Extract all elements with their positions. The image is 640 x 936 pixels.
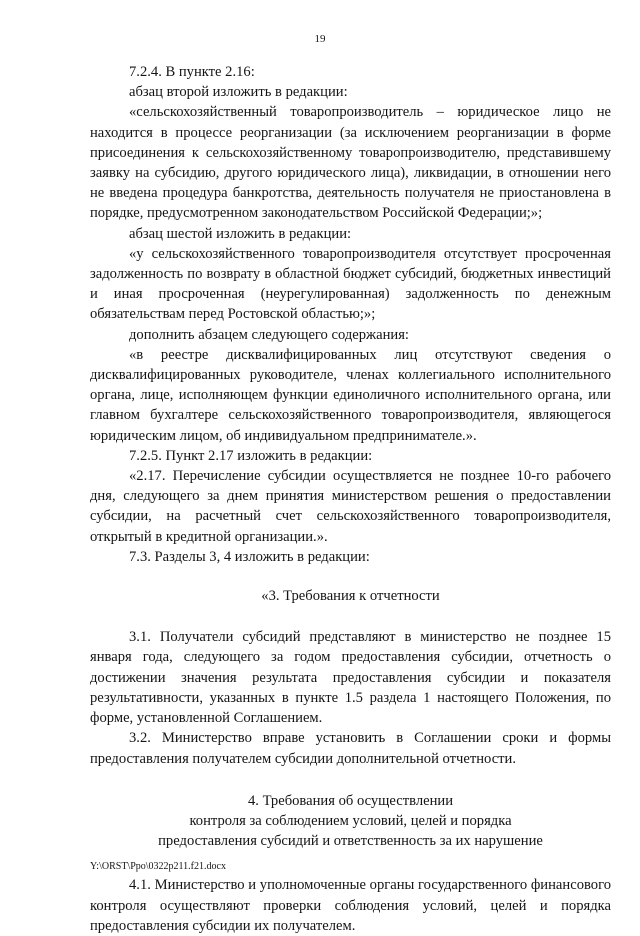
section-4-heading-line-2: контроля за соблюдением условий, целей и порядка bbox=[189, 812, 512, 829]
paragraph: абзац второй изложить в редакции: bbox=[129, 84, 348, 101]
document-body bbox=[90, 62, 611, 936]
footer-file-path: Y:\ORST\Ppo\0322p211.f21.docx bbox=[90, 861, 226, 872]
paragraph: 3.1. Получатели субсидий представляют в министерство не позднее 15 января года, следующего за годом предоставления субсидии, отчетность о достижении значения результата предоставления субсидии и показателя результативности, указанных в пункте 1.5 раздела 1 настоящего Положения, по форме, установленной Соглашением. bbox=[90, 629, 611, 727]
section-4-heading-line-1: 4. Требования об осуществлении bbox=[247, 792, 454, 809]
page-number: 19 bbox=[314, 33, 326, 45]
paragraph: «у сельскохозяйственного товаропроизводителя отсутствует просроченная задолженность по возврату в областной бюджет субсидий, бюджетных инвестиций и иная просроченная (неурегулированная) задолженность по денежным обязательствам перед Ростовской областью;»; bbox=[90, 245, 611, 323]
paragraph: 7.2.4. В пункте 2.16: bbox=[129, 64, 255, 80]
section-3-heading: «3. Требования к отчетности bbox=[261, 588, 440, 605]
paragraph: 4.1. Министерство и уполномоченные органы государственного финансового контроля осуществляют проверки соблюдения условий, целей и порядка предоставления субсидии их получателем. bbox=[90, 877, 611, 934]
paragraph: дополнить абзацем следующего содержания: bbox=[129, 326, 409, 343]
paragraph: «2.17. Перечисление субсидии осуществляется не позднее 10-го рабочего дня, следующего за днем принятия министерством решения о предоставлении субсидии, на расчетный счет сельскохозяйственного товаропроизводителя, открытый в кредитной организации.». bbox=[90, 468, 611, 545]
paragraph: 7.2.5. Пункт 2.17 изложить в редакции: bbox=[129, 447, 373, 464]
paragraph: «сельскохозяйственный товаропроизводитель – юридическое лицо не находится в процессе реорганизации (за исключением реорганизации в форме присоединения к сельскохозяйственному товаропроизводителю, представившему заявку на субсидию, другого юридического лица), ликвидации, в отношении него не введена процедура банкротства, деятельность получателя не приостановлена в порядке, предусмотренном законодательством Российской Федерации;»; bbox=[90, 104, 611, 222]
paragraph: «в реестре дисквалифицированных лиц отсутствуют сведения о дисквалифицированных руководителе, членах коллегиального исполнительного органа, лице, исполняющем функции единоличного исполнительного органа, или главном бухгалтере сельскохозяйственного товаропроизводителя, являющегося юридическим лицом, об индивидуальном предпринимателе.». bbox=[90, 346, 611, 444]
paragraph: абзац шестой изложить в редакции: bbox=[129, 225, 352, 242]
paragraph: 7.3. Разделы 3, 4 изложить в редакции: bbox=[129, 548, 370, 565]
paragraph: 3.2. Министерство вправе установить в Соглашении сроки и формы предоставления получателем субсидии дополнительной отчетности. bbox=[90, 730, 611, 767]
section-4-heading-line-3: предоставления субсидий и ответственность за их нарушение bbox=[158, 833, 543, 850]
